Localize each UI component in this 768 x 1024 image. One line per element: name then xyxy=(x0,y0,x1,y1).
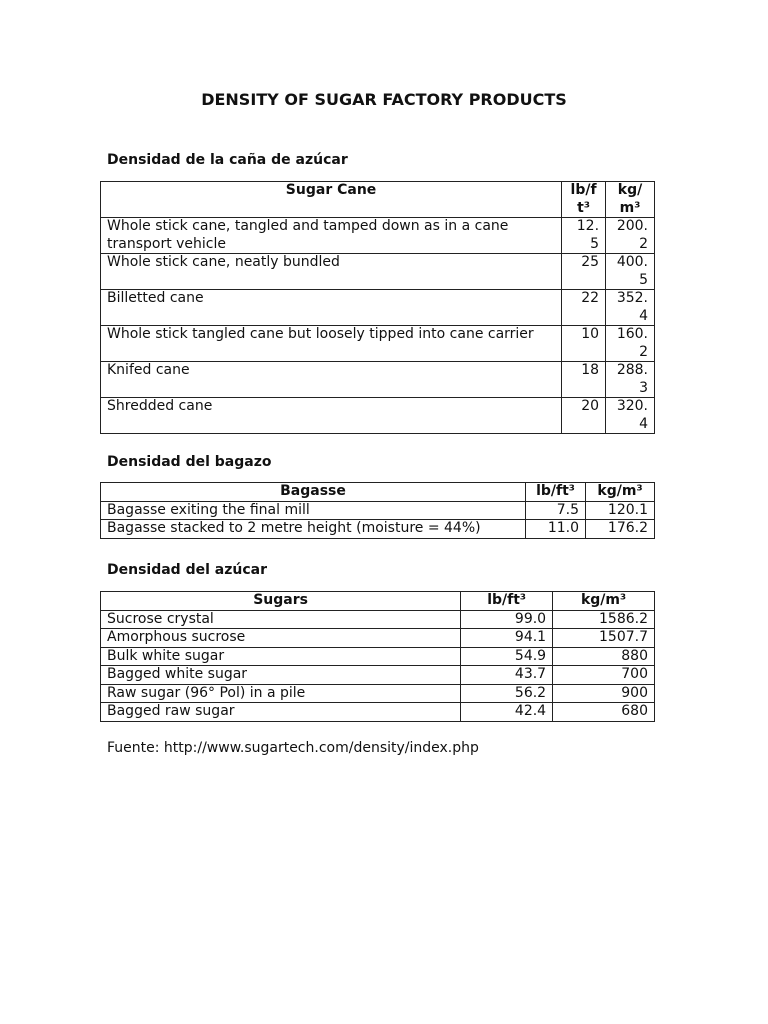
kg-m3-value: 352.4 xyxy=(606,290,655,326)
lb-ft3-value: 56.2 xyxy=(461,684,553,703)
row-label: Bagged white sugar xyxy=(101,666,461,685)
table-header-row xyxy=(101,483,655,502)
table-header-row xyxy=(101,592,655,611)
kg-m3-value: 120.1 xyxy=(586,501,655,520)
table-row xyxy=(101,684,655,703)
kg-m3-value: 288.3 xyxy=(606,362,655,398)
row-label: Whole stick tangled cane but loosely tipped into cane carrier xyxy=(101,326,562,362)
table-row xyxy=(101,326,655,362)
document-title: DENSITY OF SUGAR FACTORY PRODUCTS xyxy=(201,90,567,109)
table-row xyxy=(101,398,655,434)
lb-ft3-value: 10 xyxy=(562,326,606,362)
lb-ft3-value: 18 xyxy=(562,362,606,398)
lb-ft3-value: 11.0 xyxy=(526,520,586,539)
row-label: Sucrose crystal xyxy=(101,610,461,629)
lb-ft3-value: 99.0 xyxy=(461,610,553,629)
row-label: Bagasse exiting the final mill xyxy=(101,501,526,520)
kg-m3-value: 700 xyxy=(553,666,655,685)
column-header: kg/m³ xyxy=(553,592,655,611)
column-header: lb/ft³ xyxy=(461,592,553,611)
row-label: Bagged raw sugar xyxy=(101,703,461,722)
sugars-section-heading: Densidad del azúcar xyxy=(107,562,267,578)
column-header: Bagasse xyxy=(101,483,526,502)
row-label: Billetted cane xyxy=(101,290,562,326)
lb-ft3-value: 12.5 xyxy=(562,218,606,254)
table-row xyxy=(101,501,655,520)
kg-m3-value: 1507.7 xyxy=(553,629,655,648)
kg-m3-value: 320.4 xyxy=(606,398,655,434)
kg-m3-value: 200.2 xyxy=(606,218,655,254)
table-row xyxy=(101,610,655,629)
row-label: Raw sugar (96° Pol) in a pile xyxy=(101,684,461,703)
lb-ft3-value: 7.5 xyxy=(526,501,586,520)
table-row xyxy=(101,647,655,666)
table-row xyxy=(101,520,655,539)
row-label: Bagasse stacked to 2 metre height (moisture = 44%) xyxy=(101,520,526,539)
lb-ft3-value: 20 xyxy=(562,398,606,434)
row-label: Knifed cane xyxy=(101,362,562,398)
column-header: kg/m³ xyxy=(606,182,655,218)
table-row xyxy=(101,629,655,648)
column-header: lb/ft³ xyxy=(526,483,586,502)
kg-m3-value: 900 xyxy=(553,684,655,703)
kg-m3-value: 1586.2 xyxy=(553,610,655,629)
row-label: Amorphous sucrose xyxy=(101,629,461,648)
table-row xyxy=(101,362,655,398)
kg-m3-value: 400.5 xyxy=(606,254,655,290)
bagasse-section-heading: Densidad del bagazo xyxy=(107,454,272,470)
lb-ft3-value: 43.7 xyxy=(461,666,553,685)
lb-ft3-value: 54.9 xyxy=(461,647,553,666)
row-label: Shredded cane xyxy=(101,398,562,434)
kg-m3-value: 160.2 xyxy=(606,326,655,362)
lb-ft3-value: 94.1 xyxy=(461,629,553,648)
table-header-row xyxy=(101,182,655,218)
column-header: kg/m³ xyxy=(586,483,655,502)
lb-ft3-value: 42.4 xyxy=(461,703,553,722)
kg-m3-value: 880 xyxy=(553,647,655,666)
lb-ft3-value: 25 xyxy=(562,254,606,290)
row-label: Bulk white sugar xyxy=(101,647,461,666)
table-row xyxy=(101,703,655,722)
bagasse-table xyxy=(100,482,655,539)
kg-m3-value: 680 xyxy=(553,703,655,722)
column-header: lb/ft³ xyxy=(562,182,606,218)
table-row xyxy=(101,254,655,290)
row-label: Whole stick cane, tangled and tamped down as in a cane transport vehicle xyxy=(101,218,562,254)
sugar-cane-table xyxy=(100,181,655,434)
table-row xyxy=(101,218,655,254)
cane-section-heading: Densidad de la caña de azúcar xyxy=(107,152,348,168)
column-header: Sugar Cane xyxy=(101,182,562,218)
source-citation: Fuente: http://www.sugartech.com/density/index.php xyxy=(107,740,479,756)
lb-ft3-value: 22 xyxy=(562,290,606,326)
sugars-table xyxy=(100,591,655,722)
table-row xyxy=(101,666,655,685)
kg-m3-value: 176.2 xyxy=(586,520,655,539)
row-label: Whole stick cane, neatly bundled xyxy=(101,254,562,290)
column-header: Sugars xyxy=(101,592,461,611)
table-row xyxy=(101,290,655,326)
